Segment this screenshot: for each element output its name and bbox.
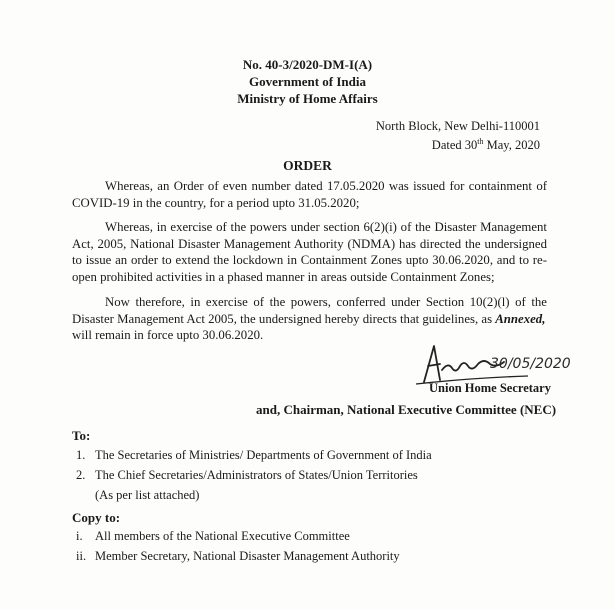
order-title: ORDER	[283, 158, 332, 173]
annexed-emphasis: Annexed,	[495, 311, 546, 326]
paragraph-line	[72, 311, 547, 328]
paragraph-2	[72, 219, 547, 285]
copy-to-heading: Copy to:	[72, 510, 121, 525]
to-heading: To:	[72, 428, 91, 443]
dated-line	[432, 134, 540, 153]
copy-item-number: i.	[76, 529, 83, 543]
paragraph-1	[72, 178, 547, 211]
signatory-role: and, Chairman, National Executive Committee (NEC)	[256, 402, 557, 417]
to-item: The Chief Secretaries/Administrators of States/Union Territories	[95, 468, 418, 482]
to-note: (As per list attached)	[95, 488, 200, 502]
copy-item: All members of the National Executive Committee	[95, 529, 350, 543]
signatory-designation: Union Home Secretary	[429, 381, 551, 395]
dated-prefix: Dated 30	[431, 138, 478, 153]
handwritten-date: 30/05/2020	[490, 356, 571, 372]
ministry-name: Ministry of Home Affairs	[237, 91, 378, 106]
to-item: The Secretaries of Ministries/ Departments of Government of India	[95, 448, 432, 462]
paragraph-text: Disaster Management Act 2005, the undersigned hereby directs that guidelines, as	[72, 311, 493, 326]
to-item-number: 1.	[76, 448, 86, 462]
copy-item: Member Secretary, National Disaster Management Authority	[95, 549, 400, 563]
government-name: Government of India	[249, 74, 366, 89]
to-item-number: 2.	[76, 468, 86, 482]
paragraph-line: open prohibited activities in a phased manner in areas outside Containment Zones;	[72, 269, 495, 284]
dated-suffix: May, 2020	[483, 138, 540, 153]
paragraph-line: Act, 2005, National Disaster Management Authority (NDMA) has directed the undersigned	[72, 236, 547, 251]
paragraph-line: COVID-19 in the country, for a period upto 31.05.2020;	[72, 195, 360, 210]
paragraph-line: Whereas, an Order of even number dated 17.05.2020 was issued for containment of	[105, 179, 547, 193]
copy-item-number: ii.	[76, 549, 87, 563]
paragraph-line: Whereas, in exercise of the powers under section 6(2)(i) of the Disaster Management	[105, 220, 547, 234]
paragraph-line: Now therefore, in exercise of the powers, conferred under Section 10(2)(l) of the	[105, 295, 547, 309]
reference-number: No. 40-3/2020-DM-I(A)	[242, 57, 373, 72]
paragraph-line: to issue an order to extend the lockdown in Containment Zones upto 30.06.2020, and to re-	[72, 253, 547, 267]
paragraph-line: will remain in force upto 30.06.2020.	[72, 328, 264, 342]
address-line: North Block, New Delhi-110001	[375, 119, 540, 133]
dated-superscript: th	[477, 137, 484, 146]
